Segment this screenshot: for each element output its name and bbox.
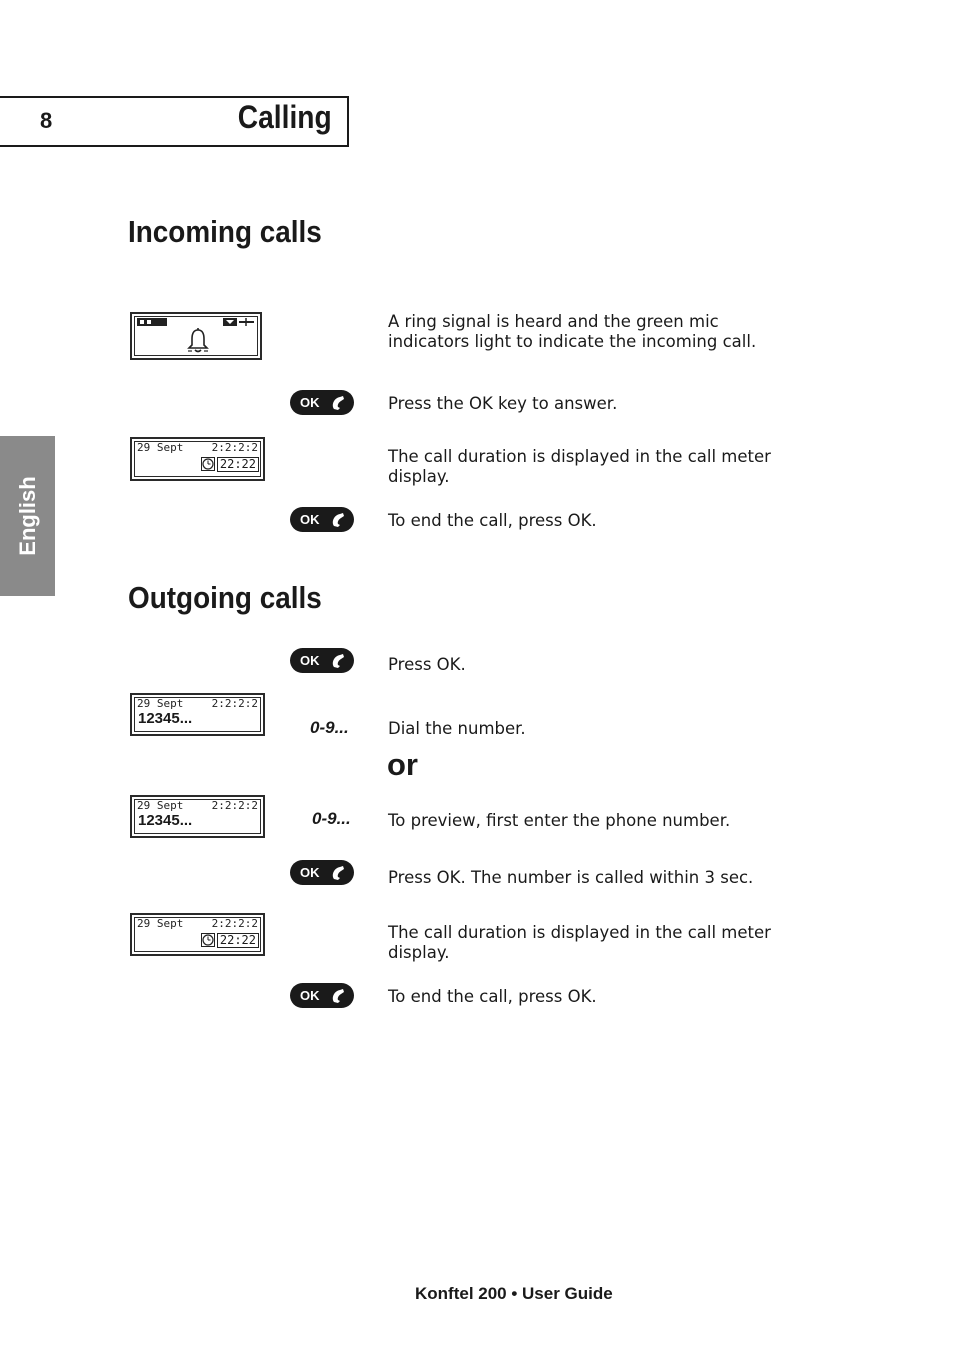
language-tab bbox=[0, 436, 55, 596]
ok-key-label: OK bbox=[300, 653, 320, 668]
page-footer: Konftel 200 • User Guide bbox=[415, 1284, 613, 1303]
lcd-date: 29 Sept bbox=[137, 697, 184, 710]
lcd-time: 2:2:2:2 bbox=[211, 799, 258, 812]
call-meter bbox=[201, 932, 259, 948]
call-meter-timer: 22:22 bbox=[217, 457, 259, 472]
incoming-calls-heading: Incoming calls bbox=[128, 214, 322, 249]
lcd-phone-number: 12345... bbox=[138, 710, 193, 727]
ok-key-label: OK bbox=[300, 512, 320, 527]
bell-icon bbox=[186, 328, 210, 354]
call-meter-timer: 22:22 bbox=[217, 933, 259, 948]
handset-icon bbox=[330, 653, 348, 669]
lcd-time: 2:2:2:2 bbox=[211, 917, 258, 930]
clock-icon bbox=[201, 933, 215, 947]
ok-key-end-incoming[interactable] bbox=[290, 507, 354, 532]
handset-icon bbox=[330, 988, 348, 1004]
page-number: 8 bbox=[40, 108, 53, 133]
end-description-outgoing: To end the call, press OK. bbox=[388, 987, 597, 1006]
lcd-number-display-dial bbox=[130, 693, 265, 736]
called-description: Press OK. The number is called within 3 sec. bbox=[388, 868, 754, 887]
ok-key-start[interactable] bbox=[290, 648, 354, 673]
language-tab-label: English bbox=[14, 476, 40, 556]
duration-description-outgoing: The call duration is displayed in the call meter display. bbox=[388, 923, 771, 962]
lcd-date: 29 Sept bbox=[137, 917, 184, 930]
lcd-call-meter-display bbox=[130, 437, 265, 481]
mic-status-icon bbox=[137, 317, 167, 327]
ring-description: A ring signal is heard and the green mic indicators light to indicate the incoming call. bbox=[388, 312, 757, 351]
dial-description: Dial the number. bbox=[388, 719, 526, 738]
number-keys-label: 0-9... bbox=[310, 718, 349, 737]
press-ok-description: Press OK. bbox=[388, 655, 466, 674]
clock-icon bbox=[201, 457, 215, 471]
handset-icon bbox=[330, 395, 348, 411]
or-label: or bbox=[387, 747, 418, 782]
chapter-title: Calling bbox=[238, 99, 332, 135]
ok-key-answer[interactable] bbox=[290, 390, 354, 415]
ok-key-call[interactable] bbox=[290, 860, 354, 885]
duration-description-incoming: The call duration is displayed in the call meter display. bbox=[388, 447, 771, 486]
lcd-ringing-display bbox=[130, 312, 262, 360]
ok-key-label: OK bbox=[300, 865, 320, 880]
end-description-incoming: To end the call, press OK. bbox=[388, 511, 597, 530]
lcd-time: 2:2:2:2 bbox=[211, 697, 258, 710]
ok-key-label: OK bbox=[300, 395, 320, 410]
handset-icon bbox=[330, 865, 348, 881]
number-keys-label: 0-9... bbox=[312, 809, 351, 828]
call-meter bbox=[201, 456, 259, 472]
lcd-date: 29 Sept bbox=[137, 441, 184, 454]
lcd-phone-number: 12345... bbox=[138, 812, 193, 829]
lcd-time: 2:2:2:2 bbox=[211, 441, 258, 454]
ok-key-label: OK bbox=[300, 988, 320, 1003]
lcd-number-display-preview bbox=[130, 795, 265, 838]
outgoing-calls-heading: Outgoing calls bbox=[128, 580, 322, 615]
handset-icon bbox=[330, 512, 348, 528]
signal-icon bbox=[223, 317, 255, 327]
lcd-call-meter-display-outgoing bbox=[130, 913, 265, 956]
ok-key-end-outgoing[interactable] bbox=[290, 983, 354, 1008]
answer-description: Press the OK key to answer. bbox=[388, 394, 618, 413]
preview-description: To preview, first enter the phone number. bbox=[388, 811, 731, 830]
lcd-date: 29 Sept bbox=[137, 799, 184, 812]
